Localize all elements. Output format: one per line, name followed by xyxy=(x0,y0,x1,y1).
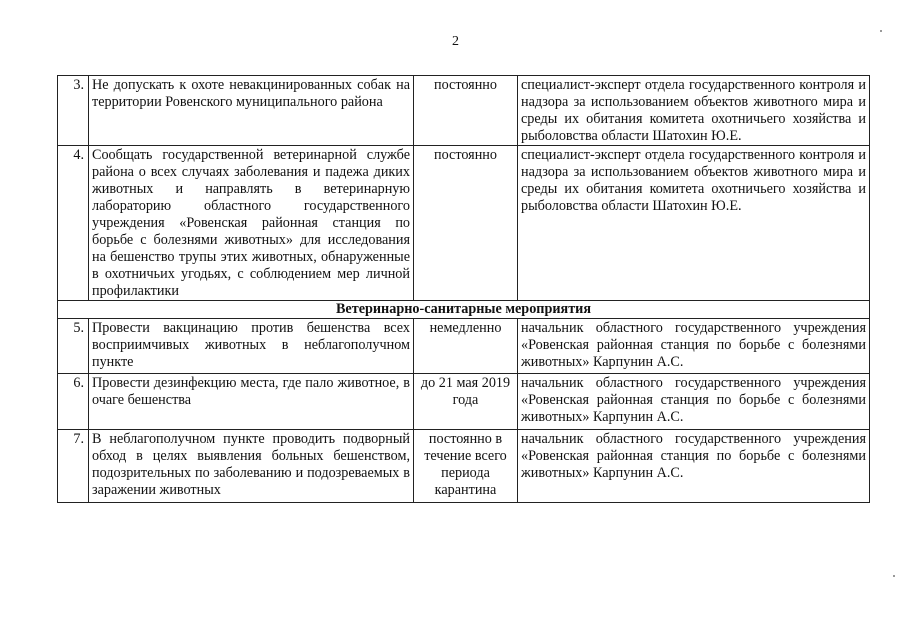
measure-responsible: начальник областного государственного учреждения «Ровенская районная станция по борьбе с болезнями животных» Карпунин А.С. xyxy=(518,319,870,374)
measure-description: Провести дезинфекцию места, где пало животное, в очаге бешенства xyxy=(89,374,414,430)
measure-deadline: постоянно xyxy=(414,76,518,146)
row-number: 7. xyxy=(58,430,89,503)
measure-description: Сообщать государственной ветеринарной службе района о всех случаях заболевания и падежа диких животных и направлять в ветеринарную лабораторию областного государственного учреждения «Ровенская районная станция по борьбе с болезнями животных» для исследования на бешенство трупы этих животных, обнаруженные в охотничьих угодьях, с соблюдением мер личной профилактики xyxy=(89,146,414,301)
measure-responsible: начальник областного государственного учреждения «Ровенская районная станция по борьбе с болезнями животных» Карпунин А.С. xyxy=(518,374,870,430)
measure-description: В неблагополучном пункте проводить подворный обход в целях выявления больных бешенством, подозрительных по заболеванию и подозреваемых в заражении животных xyxy=(89,430,414,503)
measure-deadline: постоянно в течение всего периода карантина xyxy=(414,430,518,503)
table-row xyxy=(58,430,870,503)
scan-speck xyxy=(893,575,895,577)
row-number: 5. xyxy=(58,319,89,374)
measure-responsible: специалист-эксперт отдела государственного контроля и надзора за использованием объектов животного мира и среды их обитания комитета охотничьего хозяйства и рыболовства области Шатохин Ю.Е. xyxy=(518,146,870,301)
measures-table xyxy=(57,75,870,503)
section-title: Ветеринарно-санитарные мероприятия xyxy=(58,301,870,319)
page-number: 2 xyxy=(452,34,459,49)
table-row xyxy=(58,319,870,374)
measure-deadline: немедленно xyxy=(414,319,518,374)
table-row xyxy=(58,76,870,146)
measure-responsible: начальник областного государственного учреждения «Ровенская районная станция по борьбе с болезнями животных» Карпунин А.С. xyxy=(518,430,870,503)
measure-deadline: до 21 мая 2019 года xyxy=(414,374,518,430)
measure-description: Провести вакцинацию против бешенства всех восприимчивых животных в неблагополучном пункте xyxy=(89,319,414,374)
row-number: 3. xyxy=(58,76,89,146)
section-row xyxy=(58,301,870,319)
table-row xyxy=(58,146,870,301)
row-number: 4. xyxy=(58,146,89,301)
row-number: 6. xyxy=(58,374,89,430)
scan-speck xyxy=(880,30,882,32)
measure-description: Не допускать к охоте невакцинированных собак на территории Ровенского муниципального района xyxy=(89,76,414,146)
measure-deadline: постоянно xyxy=(414,146,518,301)
table-row xyxy=(58,374,870,430)
measure-responsible: специалист-эксперт отдела государственного контроля и надзора за использованием объектов животного мира и среды их обитания комитета охотничьего хозяйства и рыболовства области Шатохин Ю.Е. xyxy=(518,76,870,146)
